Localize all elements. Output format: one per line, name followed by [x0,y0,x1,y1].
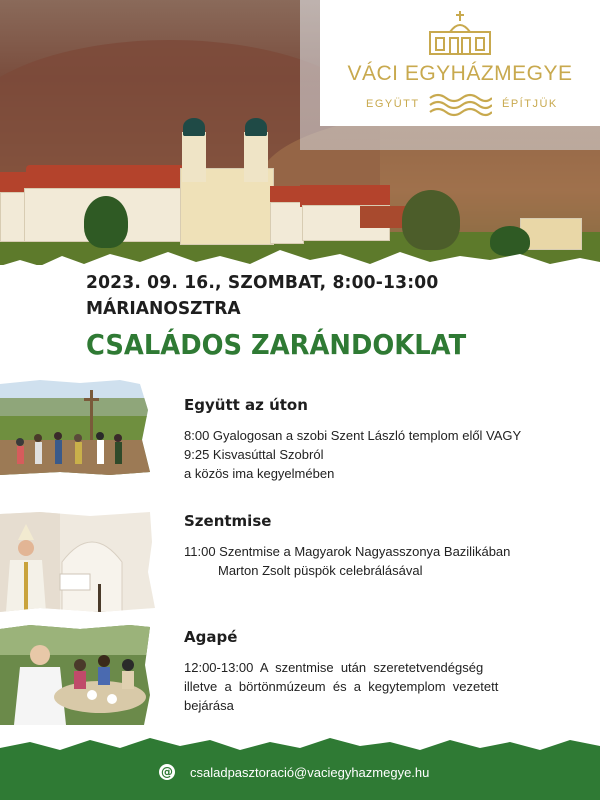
church-icon [428,10,492,56]
contact-email[interactable]: csaladpasztoració@vaciegyhazmegye.hu [190,765,430,780]
section-line: Marton Zsolt püspök celebrálásával [218,563,423,578]
waves-icon [428,92,492,118]
section-line: 12:00-13:00 A szentmise után szeretetvendégség [184,660,484,675]
logo-sub-right: ÉPÍTJÜK [502,98,558,110]
logo-sub-left: EGYÜTT [366,98,420,110]
section-heading-agape: Agapé [184,628,238,646]
section-heading-mass: Szentmise [184,512,272,530]
pilgrims-photo [0,380,150,475]
section-line: illetve a börtönmúzeum és a kegytemplom vezetett [184,679,499,694]
section-line: 9:25 Kisvasúttal Szobról [184,447,324,462]
at-icon: @ [161,765,173,779]
section-line: bejárása [184,698,234,713]
torn-edge [0,236,600,276]
event-date: 2023. 09. 16., SZOMBAT, 8:00-13:00 [86,272,439,293]
section-text-agape [184,658,498,715]
event-title: CSALÁDOS ZARÁNDOKLAT [86,328,467,361]
logo-title: VÁCI EGYHÁZMEGYE [347,62,573,85]
section-text-together [184,426,521,483]
agape-photo [0,625,150,725]
section-line: 11:00 Szentmise a Magyarok Nagyasszonya Bazilikában [184,544,511,559]
section-heading-together: Együtt az úton [184,396,308,414]
event-place: MÁRIANOSZTRA [86,298,241,319]
section-text-mass [184,542,510,580]
bishop-photo [0,512,155,612]
section-line: 8:00 Gyalogosan a szobi Szent László templom elől VAGY [184,428,522,443]
section-line: a közös ima kegyelmében [184,466,335,481]
diocese-logo [320,0,600,126]
